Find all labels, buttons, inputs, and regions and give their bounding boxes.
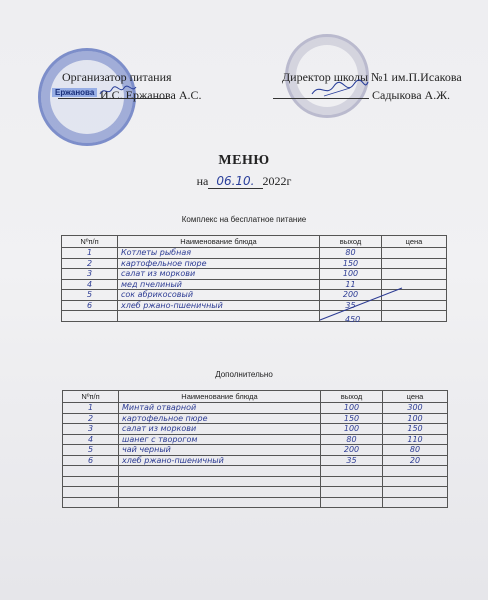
table-row — [62, 248, 447, 259]
table-row — [62, 269, 447, 280]
dish-price — [382, 269, 447, 280]
row-number — [62, 311, 118, 322]
dish-output: 80 — [320, 248, 382, 259]
dish-output — [321, 476, 383, 487]
dish-name: Минтай отварной — [119, 403, 321, 414]
dish-price — [382, 248, 447, 259]
row-number: 3 — [62, 269, 118, 280]
col-header-num: Nºп/п — [63, 391, 119, 403]
dish-price — [383, 476, 448, 487]
menu-date — [0, 174, 488, 189]
dish-name: сок абрикосовый — [118, 290, 320, 301]
organizer-signature-line — [58, 98, 168, 99]
date-handwritten: 06.10. — [208, 174, 262, 189]
dish-output: 150 — [320, 258, 382, 269]
organizer-name: И.С. Ержанова А.С. — [100, 88, 202, 102]
dish-name: Котлеты рыбная — [118, 248, 320, 259]
dish-price — [383, 466, 448, 477]
table-header-row — [62, 236, 447, 248]
additional-menu-table — [62, 390, 448, 508]
dish-price: 80 — [383, 445, 448, 456]
dish-price — [383, 487, 448, 498]
date-prefix: на — [196, 174, 209, 188]
dish-output: 11 — [320, 279, 382, 290]
dish-price: 300 — [383, 403, 448, 414]
dish-output — [321, 497, 383, 508]
dish-output: 200 — [320, 290, 382, 301]
dish-price: 100 — [383, 413, 448, 424]
section1-caption: Комплекс на бесплатное питание — [181, 215, 307, 224]
row-number: 5 — [63, 445, 119, 456]
row-number: 2 — [63, 413, 119, 424]
dish-name: картофельное пюре — [118, 258, 320, 269]
dish-output: 35 — [320, 300, 382, 311]
col-header-price: цена — [383, 391, 448, 403]
row-number — [63, 487, 119, 498]
dish-price: 110 — [383, 434, 448, 445]
dish-output: 100 — [321, 403, 383, 414]
dish-output: 200 — [321, 445, 383, 456]
dish-output: 80 — [321, 434, 383, 445]
row-number: 4 — [63, 434, 119, 445]
row-number: 6 — [62, 300, 118, 311]
table-row — [63, 403, 448, 414]
section1-total: 450 — [345, 315, 361, 324]
col-header-dish: Наименование блюда — [118, 236, 320, 248]
date-suffix: 2022г — [262, 174, 292, 188]
seal-stamp-label: Ержанова — [52, 88, 97, 97]
row-number: 1 — [63, 403, 119, 414]
dish-price — [383, 497, 448, 508]
dish-name — [119, 497, 321, 508]
row-number: 6 — [63, 455, 119, 466]
col-header-price: цена — [382, 236, 447, 248]
table-row — [63, 424, 448, 435]
row-number: 1 — [62, 248, 118, 259]
dish-name: хлеб ржано-пшеничный — [119, 455, 321, 466]
organizer-signature — [98, 84, 138, 98]
dish-price: 20 — [383, 455, 448, 466]
table-row — [63, 476, 448, 487]
col-header-output: выход — [320, 236, 382, 248]
director-signature — [310, 78, 370, 100]
section2-caption: Дополнительно — [215, 370, 273, 379]
director-name: Садыкова А.Ж. — [372, 88, 450, 102]
document-title: МЕНЮ — [218, 153, 270, 168]
dish-name: салат из моркови — [118, 269, 320, 280]
row-number — [63, 476, 119, 487]
dish-output: 35 — [321, 455, 383, 466]
table-row — [63, 497, 448, 508]
table-row — [62, 258, 447, 269]
dish-price: 150 — [383, 424, 448, 435]
dish-name — [119, 487, 321, 498]
row-number: 2 — [62, 258, 118, 269]
dish-name — [119, 466, 321, 477]
table-header-row — [63, 391, 448, 403]
row-number: 3 — [63, 424, 119, 435]
col-header-output: выход — [321, 391, 383, 403]
row-number — [63, 466, 119, 477]
total-strike-line — [316, 284, 406, 324]
dish-output: 150 — [321, 413, 383, 424]
table-row — [63, 445, 448, 456]
col-header-num: Nºп/п — [62, 236, 118, 248]
table-row — [63, 413, 448, 424]
dish-name: чай черный — [119, 445, 321, 456]
row-number: 5 — [62, 290, 118, 301]
row-number — [63, 497, 119, 508]
organizer-role: Организатор питания — [62, 70, 172, 84]
dish-name: мед пчелиный — [118, 279, 320, 290]
table-row — [63, 455, 448, 466]
dish-output — [321, 466, 383, 477]
dish-output: 100 — [321, 424, 383, 435]
dish-name — [118, 311, 320, 322]
dish-name: картофельное пюре — [119, 413, 321, 424]
dish-output — [321, 487, 383, 498]
dish-price — [382, 258, 447, 269]
director-role: Директор школы №1 им.П.Исакова — [282, 70, 462, 84]
dish-name: хлеб ржано-пшеничный — [118, 300, 320, 311]
row-number: 4 — [62, 279, 118, 290]
dish-name — [119, 476, 321, 487]
col-header-dish: Наименование блюда — [119, 391, 321, 403]
dish-output: 100 — [320, 269, 382, 280]
table-row — [63, 466, 448, 477]
table-row — [63, 487, 448, 498]
dish-name: салат из моркови — [119, 424, 321, 435]
dish-name: шанег с творогом — [119, 434, 321, 445]
table-row — [63, 434, 448, 445]
